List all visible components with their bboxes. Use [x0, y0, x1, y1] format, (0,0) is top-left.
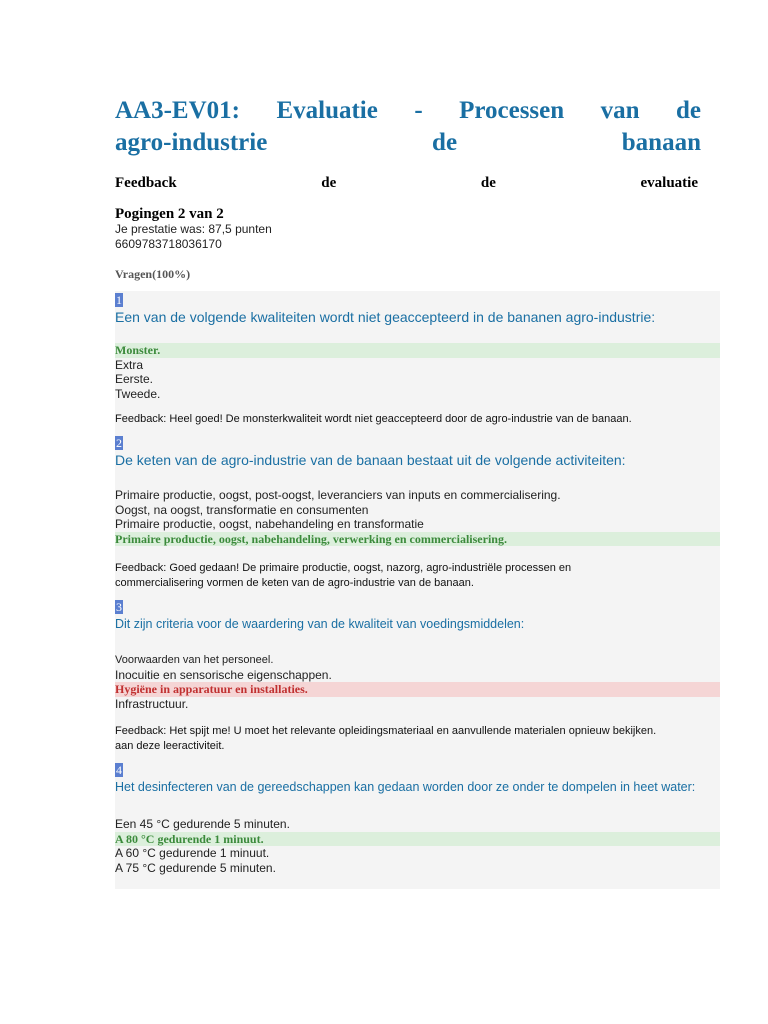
- answer-option-correct: Primaire productie, oogst, nabehandeling, verwerking en commercialisering.: [115, 532, 720, 547]
- title-word: van: [600, 97, 640, 124]
- question-feedback: aan deze leeractiviteit.: [115, 740, 225, 752]
- answer-option: Infrastructuur.: [115, 696, 189, 711]
- heading-word: Feedback: [115, 175, 177, 191]
- question-2: [115, 434, 720, 591]
- answer-option: Voorwaarden van het personeel.: [115, 654, 274, 666]
- title-word: Processen: [459, 97, 565, 124]
- title-word: Evaluatie: [276, 97, 378, 124]
- question-number-badge: 4: [116, 763, 122, 777]
- question-number-badge: 3: [116, 600, 122, 614]
- answer-option: Primaire productie, oogst, post-oogst, leveranciers van inputs en commercialisering.: [115, 488, 561, 502]
- question-4: [115, 761, 720, 875]
- score-text: Je prestatie was: 87,5 punten: [115, 222, 272, 236]
- answer-option: Tweede.: [115, 386, 161, 401]
- answer-option: A 60 °C gedurende 1 minuut.: [115, 846, 270, 860]
- title-word: AA3-EV01:: [115, 97, 240, 124]
- feedback-heading: [115, 173, 698, 193]
- answer-option: Primaire productie, oogst, nabehandeling en transformatie: [115, 517, 424, 531]
- id-number: 6609783718036170: [115, 237, 222, 251]
- answer-option-correct: A 80 °C gedurende 1 minuut.: [115, 832, 720, 847]
- answer-option: Oogst, na oogst, transformatie en consumenten: [115, 502, 369, 517]
- answer-option: Inocuitie en sensorische eigenschappen.: [115, 667, 332, 682]
- question-text: Een van de volgende kwaliteiten wordt niet geaccepteerd in de bananen agro-industrie:: [115, 309, 656, 325]
- question-1: [115, 291, 720, 427]
- answer-option: Een 45 °C gedurende 5 minuten.: [115, 817, 290, 831]
- heading-word: de: [480, 175, 496, 191]
- question-text: Dit zijn criteria voor de waardering van de kwaliteit van voedingsmiddelen:: [115, 617, 525, 631]
- questions-section-label: Vragen(100%): [115, 267, 191, 281]
- answer-option-correct: Monster.: [115, 343, 720, 358]
- title-word: agro-industrie: [115, 129, 268, 156]
- title-word: de: [675, 97, 701, 124]
- title-line-2: [115, 127, 701, 159]
- question-number-badge: 2: [116, 436, 122, 450]
- document-page: [115, 95, 720, 889]
- title-word: de: [432, 129, 458, 156]
- title-line-1: [115, 95, 701, 127]
- question-number-badge: 1: [116, 293, 122, 307]
- question-feedback: Feedback: Het spijt me! U moet het relevante opleidingsmateriaal en aanvullende materialen opnieuw bekijken.: [115, 725, 657, 737]
- title-word: banaan: [621, 129, 701, 156]
- question-feedback: commercialisering vormen de keten van de agro-industrie van de banaan.: [115, 577, 474, 589]
- question-text: De keten van de agro-industrie van de banaan bestaat uit de volgende activiteiten:: [115, 452, 626, 468]
- page-title: [115, 95, 720, 159]
- quiz-results: [115, 291, 720, 889]
- answer-option-wrong: Hygiëne in apparatuur en installaties.: [115, 682, 720, 697]
- attempts-label: Pogingen 2 van 2: [115, 206, 224, 222]
- answer-option: A 75 °C gedurende 5 minuten.: [115, 860, 276, 875]
- heading-word: evaluatie: [640, 175, 698, 191]
- answer-option: Extra: [115, 357, 144, 372]
- question-text: Het desinfecteren van de gereedschappen kan gedaan worden door ze onder te dompelen in heet water:: [115, 780, 696, 794]
- question-feedback: Feedback: Goed gedaan! De primaire productie, oogst, nazorg, agro-industriële processen en: [115, 562, 572, 574]
- heading-word: de: [321, 175, 337, 191]
- question-3: [115, 598, 720, 754]
- title-word: -: [414, 97, 423, 124]
- question-feedback: Feedback: Heel goed! De monsterkwaliteit wordt niet geaccepteerd door de agro-industrie van de banaan.: [115, 413, 632, 425]
- answer-option: Eerste.: [115, 372, 154, 386]
